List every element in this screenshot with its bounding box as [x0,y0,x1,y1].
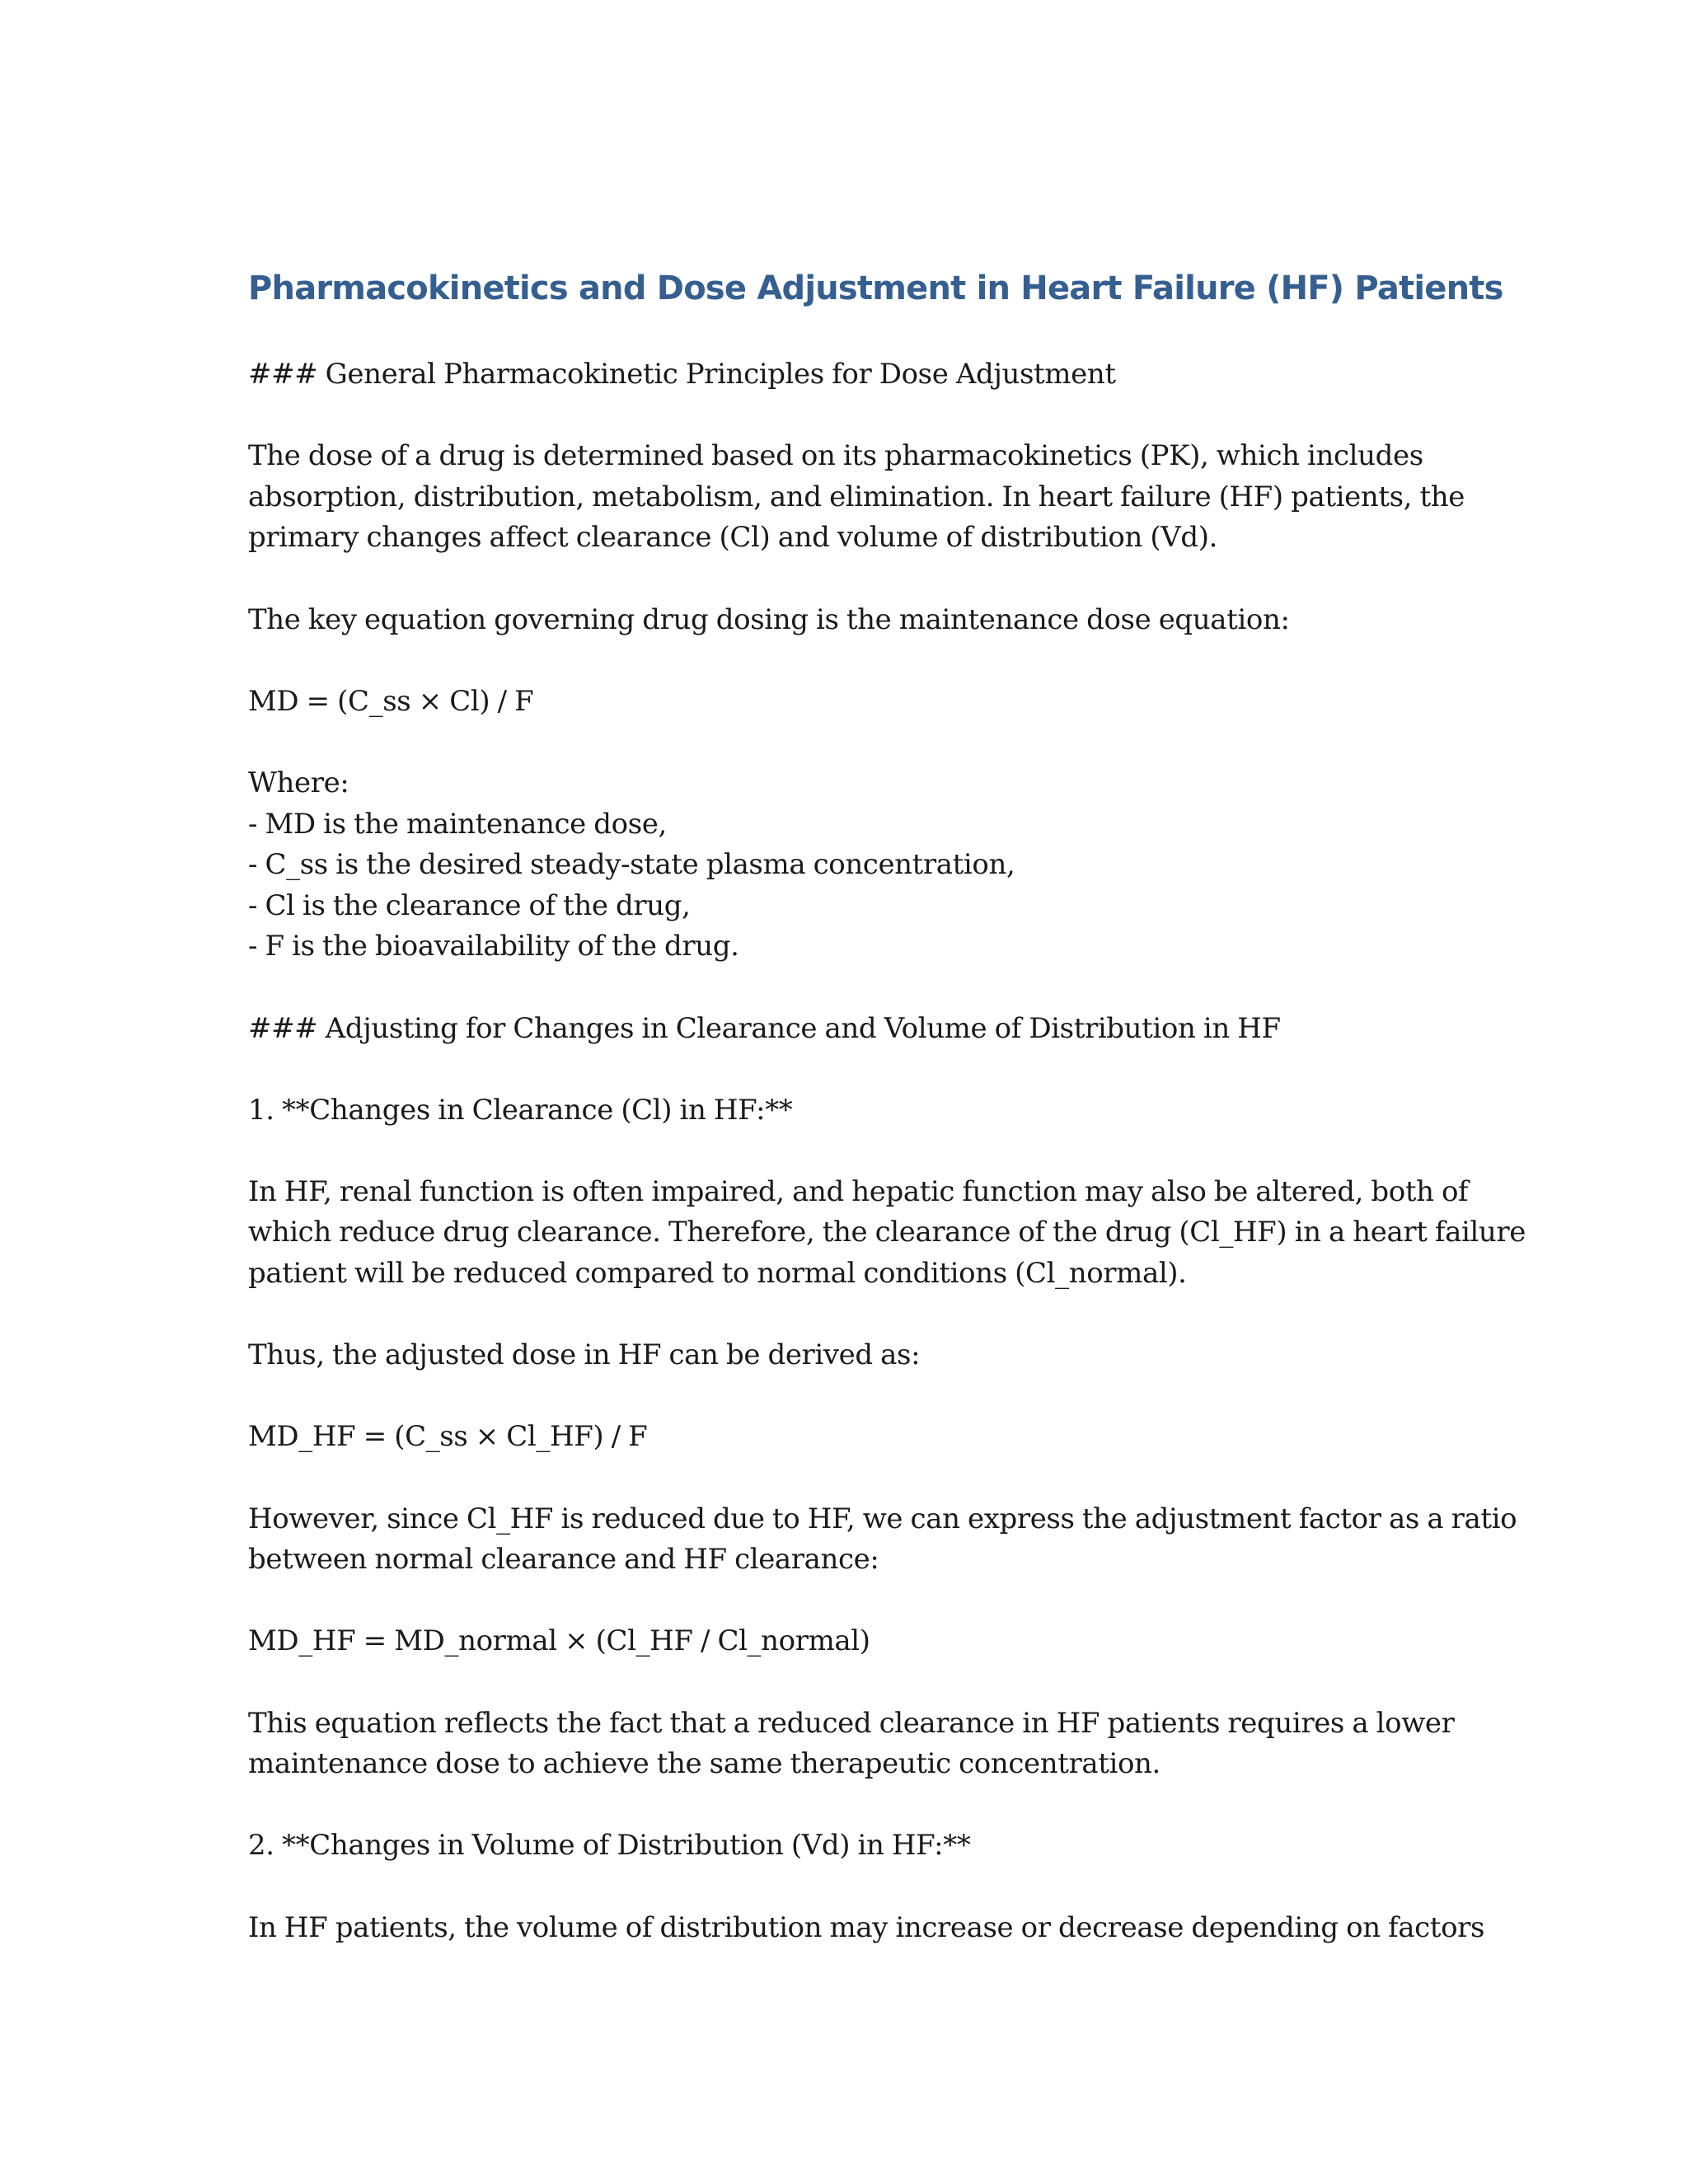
text-line: maintenance dose to achieve the same therapeutic concentration. [248,1747,1160,1781]
text-line: primary changes affect clearance (Cl) and volume of distribution (Vd). [248,521,1218,555]
text-line: which reduce drug clearance. Therefore, the clearance of the drug (Cl_HF) in a heart failure [248,1216,1526,1249]
paragraph [248,1417,1451,1458]
text-line: The key equation governing drug dosing is the maintenance dose equation: [248,602,1290,636]
text-line: - Cl is the clearance of the drug, [248,888,691,922]
paragraph [248,1908,1485,1949]
document-title: Pharmacokinetics and Dose Adjustment in Heart Failure (HF) Patients [248,269,1503,307]
paragraph [248,1335,1451,1376]
paragraph [248,763,1451,968]
document-body [248,354,1526,1990]
paragraph [248,1499,1517,1581]
text-line: The dose of a drug is determined based on its pharmacokinetics (PK), which includes [248,439,1423,473]
paragraph [248,682,1451,723]
text-line: This equation reflects the fact that a reduced clearance in HF patients requires a lower [248,1706,1455,1740]
text-line: MD_HF = (C_ss × Cl_HF) / F [248,1420,648,1454]
text-line: Where: [248,766,349,799]
text-line: - MD is the maintenance dose, [248,807,667,841]
text-line: MD = (C_ss × Cl) / F [248,684,534,718]
paragraph [248,600,1451,641]
paragraph [248,1825,1451,1867]
paragraph [248,1621,1451,1662]
paragraph [248,1090,1451,1132]
text-line: - C_ss is the desired steady-state plasma concentration, [248,848,1015,882]
document-content [248,262,1526,1944]
text-line: In HF, renal function is often impaired, and hepatic function may also be altered, both of [248,1174,1469,1208]
text-line: However, since Cl_HF is reduced due to HF, we can express the adjustment factor as a ratio [248,1502,1517,1535]
paragraph [248,1009,1451,1050]
paragraph [248,436,1465,559]
text-line: In HF patients, the volume of distribution may increase or decrease depending on factors [248,1910,1485,1944]
text-line: patient will be reduced compared to normal conditions (Cl_normal). [248,1257,1187,1291]
text-line: - F is the bioavailability of the drug. [248,930,739,963]
paragraph [248,354,1451,396]
text-line: 2. **Changes in Volume of Distribution (Vd) in HF:** [248,1829,971,1863]
paragraph [248,1172,1526,1295]
text-line: between normal clearance and HF clearance: [248,1543,879,1577]
text-line: MD_HF = MD_normal × (Cl_HF / Cl_normal) [248,1624,870,1658]
text-line: 1. **Changes in Clearance (Cl) in HF:** [248,1093,793,1127]
text-line: Thus, the adjusted dose in HF can be derived as: [248,1338,921,1372]
text-line: absorption, distribution, metabolism, and elimination. In heart failure (HF) patients, the [248,480,1465,513]
text-line: ### Adjusting for Changes in Clearance and Volume of Distribution in HF [248,1011,1281,1045]
paragraph [248,1704,1455,1785]
text-line: ### General Pharmacokinetic Principles for Dose Adjustment [248,358,1116,391]
